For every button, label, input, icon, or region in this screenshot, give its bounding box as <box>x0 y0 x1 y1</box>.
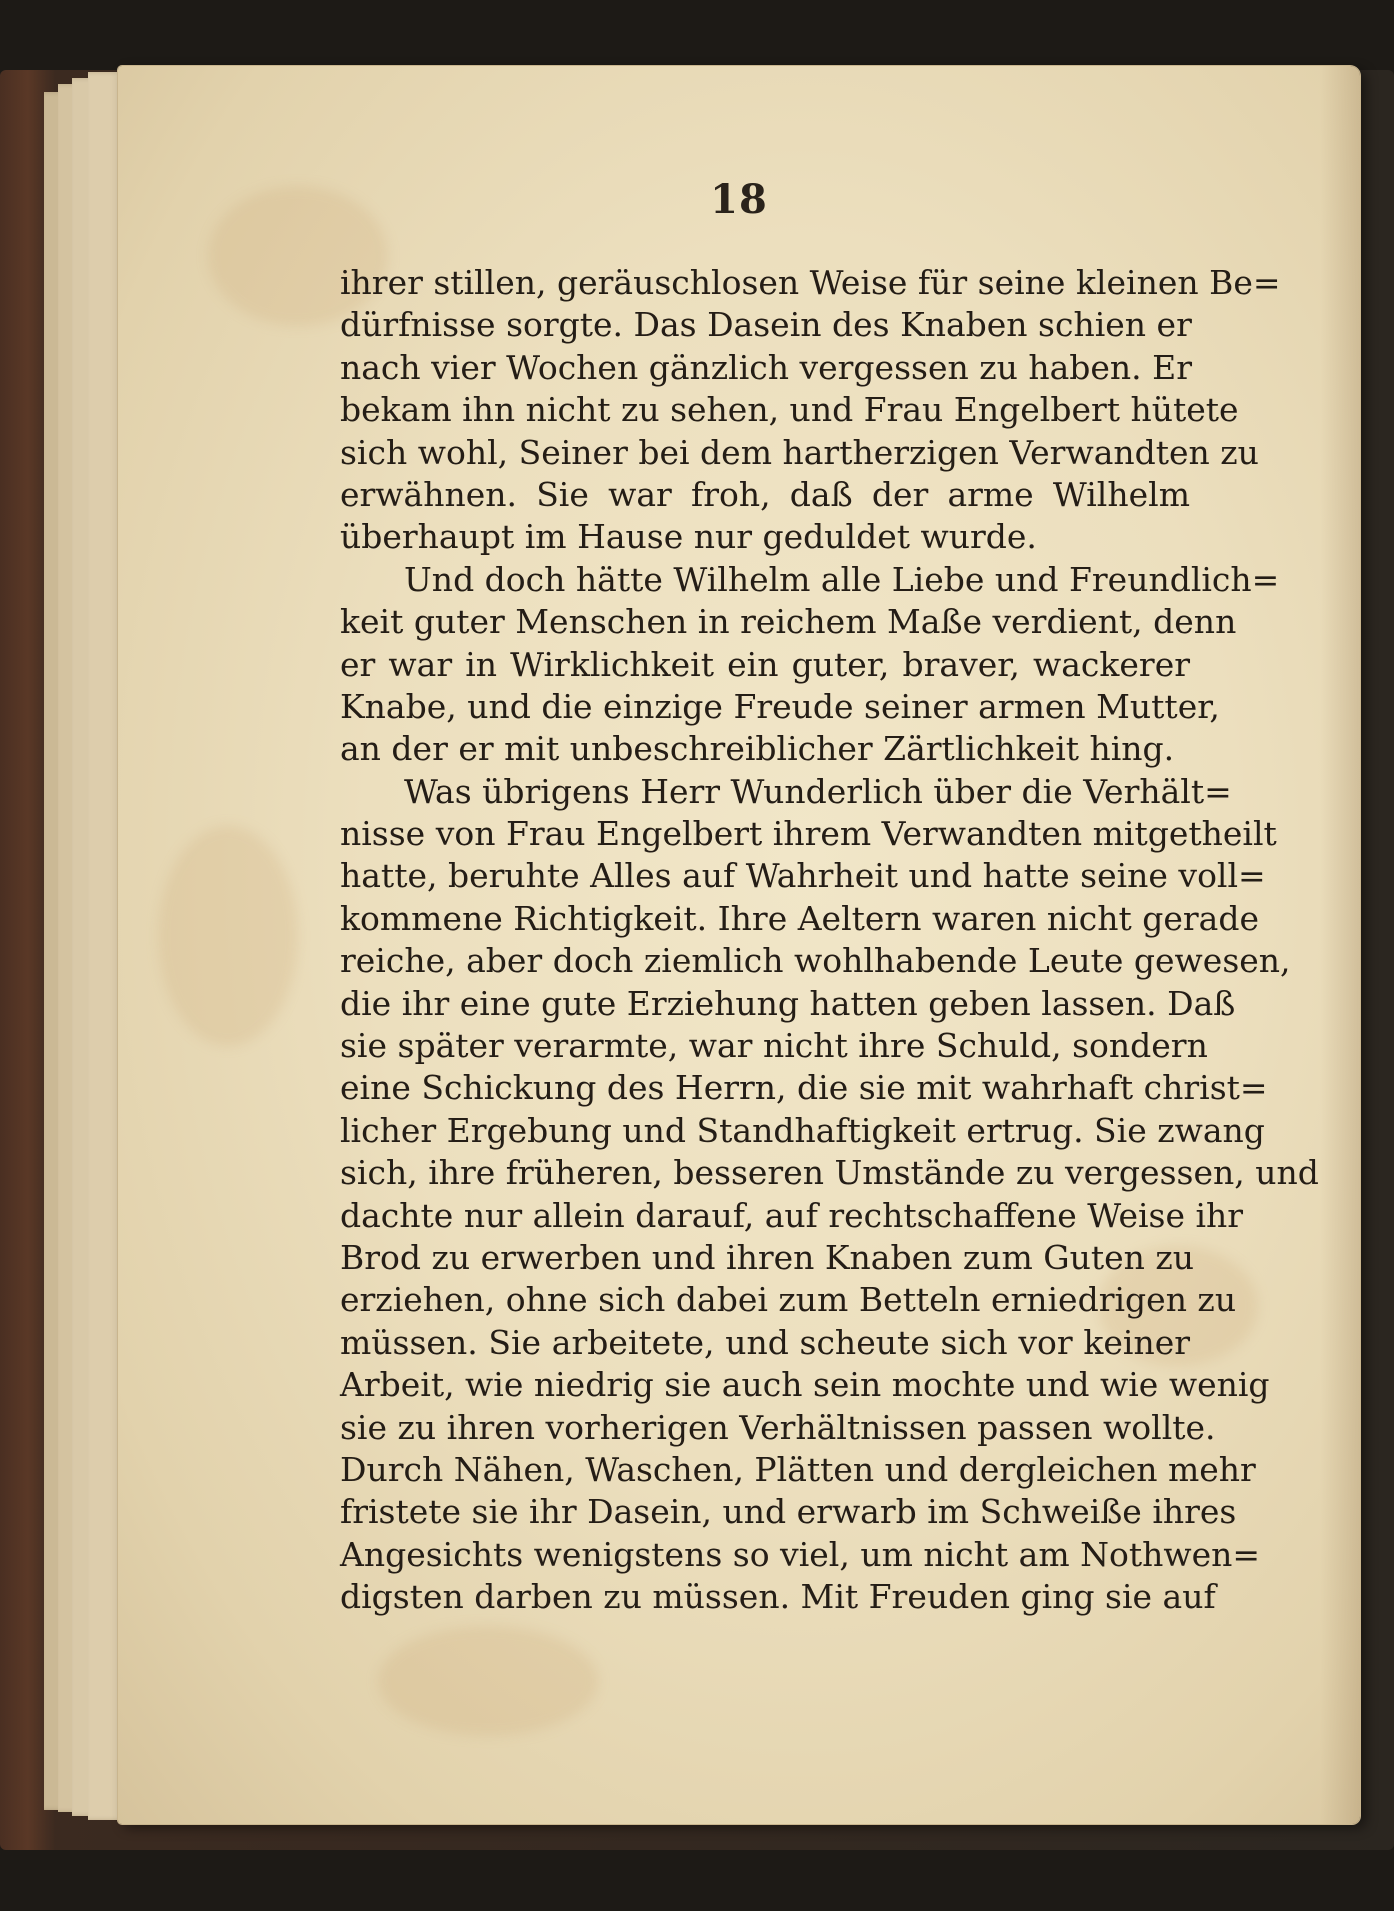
text-line: an der er mit unbeschreiblicher Zärtlichkeit hing. <box>340 729 1175 769</box>
text-line: Durch Nähen, Waschen, Plätten und dergleichen mehr <box>340 1449 1256 1489</box>
text-line: dachte nur allein darauf, auf rechtschaffene Weise ihr <box>340 1195 1244 1235</box>
text-line: bekam ihn nicht zu sehen, und Frau Engelbert hütete <box>340 390 1239 430</box>
text-line: erziehen, ohne sich dabei zum Betteln erniedrigen zu <box>340 1280 1237 1320</box>
text-line: digsten darben zu müssen. Mit Freuden ging sie auf <box>340 1577 1216 1617</box>
paper-stain <box>158 826 298 1046</box>
text-line: kommene Richtigkeit. Ihre Aeltern waren nicht gerade <box>340 898 1259 938</box>
text-line: fristete sie ihr Dasein, und erwarb im Schweiße ihres <box>340 1492 1237 1532</box>
text-line: eine Schickung des Herrn, die sie mit wahrhaft christ= <box>340 1068 1268 1108</box>
text-line: reiche, aber doch ziemlich wohlhabende Leute gewesen, <box>340 941 1291 981</box>
text-line: sich, ihre früheren, besseren Umstände zu vergessen, und <box>340 1153 1319 1193</box>
text-line: sie zu ihren vorherigen Verhältnissen passen wollte. <box>340 1407 1216 1447</box>
text-line: Brod zu erwerben und ihren Knaben zum Guten zu <box>340 1237 1195 1277</box>
text-line: erwähnen. Sie war froh, daß der arme Wilhelm <box>340 474 1190 514</box>
page-number: 18 <box>710 176 768 223</box>
text-line: sie später verarmte, war nicht ihre Schuld, sondern <box>340 1026 1208 1066</box>
text-line: sich wohl, Seiner bei dem hartherzigen Verwandten zu <box>340 432 1259 472</box>
text-line: nach vier Wochen gänzlich vergessen zu haben. Er <box>340 347 1193 387</box>
text-line: ihrer stillen, geräuschlosen Weise für seine kleinen Be= <box>340 263 1281 302</box>
text-line: Angesichts wenigstens so viel, um nicht am Nothwen= <box>340 1534 1261 1574</box>
text-line: er war in Wirklichkeit ein guter, braver, wackerer <box>340 644 1190 684</box>
text-line: Was übrigens Herr Wunderlich über die Verhält= <box>404 771 1232 811</box>
text-line: überhaupt im Hause nur geduldet wurde. <box>340 517 1037 557</box>
text-line: Arbeit, wie niedrig sie auch sein mochte und wie wenig <box>340 1365 1270 1405</box>
text-line: hatte, beruhte Alles auf Wahrheit und hatte seine voll= <box>340 856 1266 896</box>
text-line: Knabe, und die einzige Freude seiner armen Mutter, <box>340 686 1220 726</box>
text-line: keit guter Menschen in reichem Maße verdient, denn <box>340 602 1237 642</box>
text-line: dürfnisse sorgte. Das Dasein des Knaben schien er <box>340 305 1192 345</box>
body-text <box>340 262 1319 1619</box>
text-line: nisse von Frau Engelbert ihrem Verwandten mitgetheilt <box>340 814 1277 854</box>
text-line: licher Ergebung und Standhaftigkeit ertrug. Sie zwang <box>340 1110 1265 1150</box>
page-sheet <box>118 66 1360 1824</box>
paper-stain <box>378 1626 598 1736</box>
text-line: müssen. Sie arbeitete, und scheute sich vor keiner <box>340 1322 1190 1362</box>
text-line: die ihr eine gute Erziehung hatten geben lassen. Daß <box>340 983 1236 1023</box>
text-line: Und doch hätte Wilhelm alle Liebe und Freundlich= <box>404 559 1280 599</box>
